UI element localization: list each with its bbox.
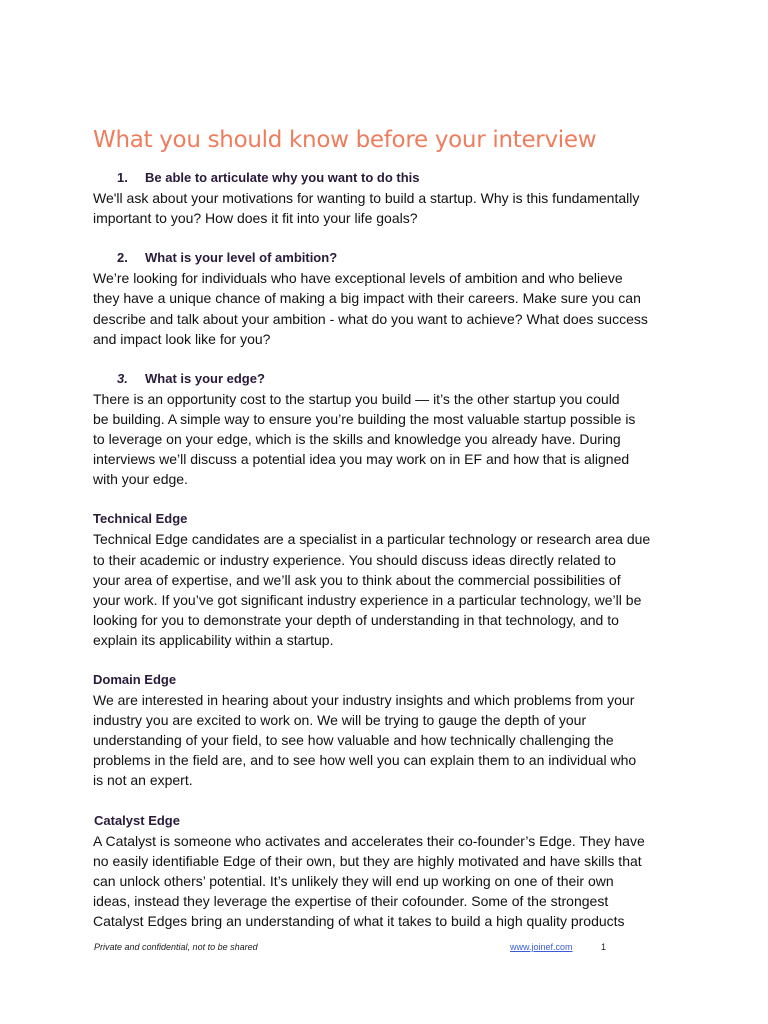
page-number: 1: [601, 942, 607, 952]
section-body-ambition: We’re looking for individuals who have exceptional levels of ambition and who believe they have a unique chance of making a big impact with their careers. Make sure you can describe and talk about your ambition - what do you want to achieve? What does success and impact look like for you?: [93, 270, 648, 347]
section-heading-text: What is your edge?: [145, 370, 265, 386]
section-heading-ambition: [93, 248, 683, 268]
body-catalyst-edge: A Catalyst is someone who activates and accelerates their co-founder’s Edge. They have no easily identifiable Edge of their own, but they are highly motivated and have skills that can unlock others’ potential. It’s unlikely they will end up working on one of their own ideas, instead they leverage the expertise of their cofounder. Some of the strongest Catalyst Edges bring an understanding of what it takes to build a high quality products: [93, 832, 645, 929]
spacer: [93, 349, 683, 369]
body-domain-edge: We are interested in hearing about your industry insights and which problems from your industry you are excited to work on. We will be trying to gauge the depth of your understanding of your field, to see how valuable and how technically challenging the problems in the field are, and to see how well you can explain them to an individual who is not an expert.: [93, 692, 637, 789]
section-heading-text: Be able to articulate why you want to do this: [145, 170, 420, 185]
page-footer: [94, 942, 614, 956]
document-body: [93, 168, 683, 931]
subheading-domain-edge: Domain Edge: [93, 671, 177, 687]
subheading-catalyst-edge: Catalyst Edge: [94, 812, 180, 828]
section-heading-text: What is your level of ambition?: [145, 250, 338, 266]
section-number: 3.: [117, 370, 128, 386]
section-number: 2.: [117, 250, 128, 266]
spacer: [93, 489, 683, 509]
section-number: 1.: [117, 170, 128, 185]
footer-confidential-note: Private and confidential, not to be shared: [94, 942, 258, 952]
section-body-motivation: We'll ask about your motivations for wanting to build a startup. Why is this fundamentally important to you? How does it fit into your life goals?: [93, 190, 640, 227]
page-title: What you should know before your interview: [93, 127, 597, 153]
section-heading-edge: [93, 369, 683, 389]
spacer: [93, 228, 683, 248]
spacer: [93, 791, 683, 811]
section-body-edge: There is an opportunity cost to the startup you build — it’s the other startup you could be building. A simple way to ensure you’re building the most valuable startup possible is to leverage on your edge, which is the skills and knowledge you already have. During interviews we’ll discuss a potential idea you may work on in EF and how that is aligned with your edge.: [93, 390, 636, 488]
subheading-technical-edge: Technical Edge: [93, 511, 188, 527]
body-technical-edge: Technical Edge candidates are a specialist in a particular technology or research area due to their academic or industry experience. You should discuss ideas directly related to your area of expertise, and we’ll ask you to think about the commercial possibilities of your work. If you’ve got significant industry experience in a particular technology, we’ll be looking for you to demonstrate your depth of understanding in that technology, and to explain its applicability within a startup.: [93, 531, 651, 648]
section-heading-motivation: [93, 168, 683, 188]
footer-website-link[interactable]: www.joinef.com: [510, 942, 573, 952]
spacer: [93, 650, 683, 670]
